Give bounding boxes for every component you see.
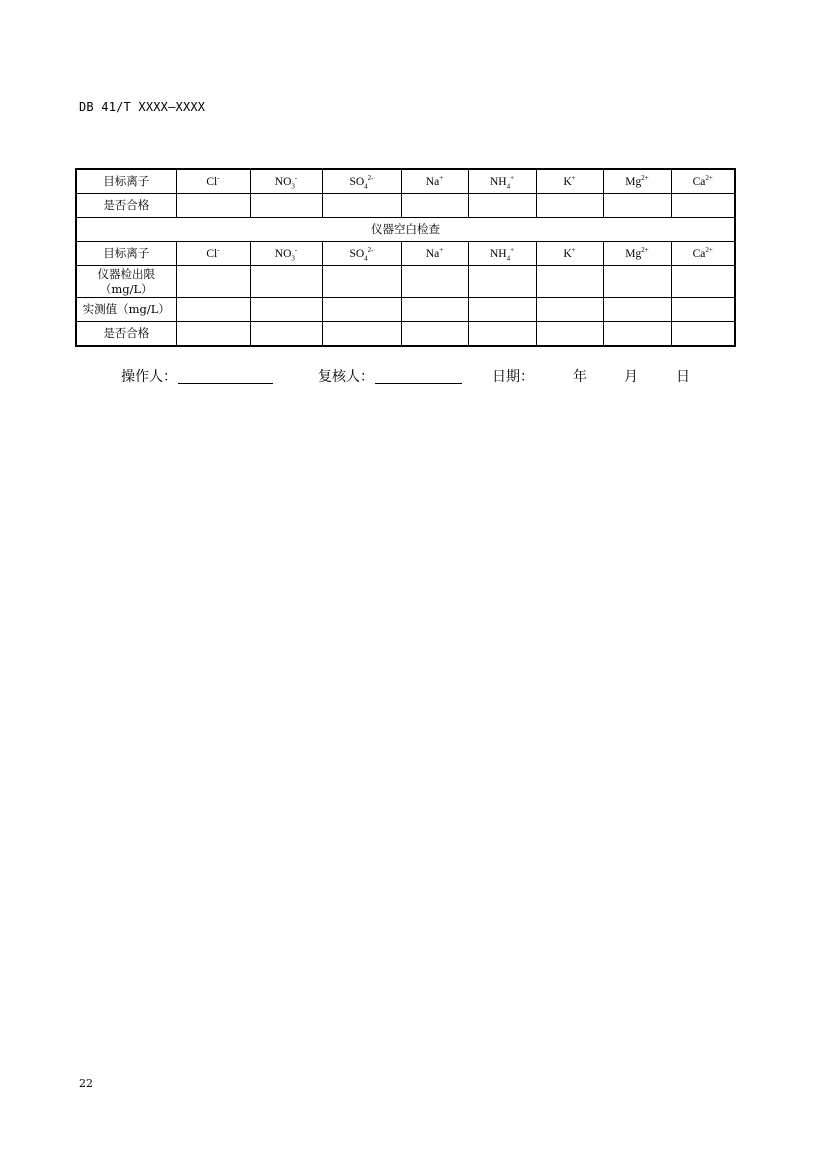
blank-cell[interactable] — [176, 266, 250, 298]
ion-label — [625, 245, 649, 260]
ion-label — [489, 173, 515, 191]
page-number: 22 — [79, 1077, 93, 1090]
ion-header-cell — [603, 242, 671, 266]
ion-header-cell — [176, 169, 250, 194]
blank-cell[interactable] — [322, 298, 401, 322]
table-row — [76, 298, 735, 322]
ion-base: Ca — [692, 175, 706, 188]
ion-charge: + — [439, 173, 444, 182]
ion-charge: + — [439, 245, 444, 254]
ion-base: K — [563, 247, 572, 260]
ion-header-cell — [322, 169, 401, 194]
ion-charge: 2- — [367, 245, 374, 254]
reviewer-label: 复核人： — [318, 369, 374, 385]
ion-label — [625, 173, 649, 188]
ion-subscript: 4 — [506, 182, 511, 191]
ion-charge: + — [510, 245, 515, 254]
ion-header-cell — [603, 169, 671, 194]
blank-cell[interactable] — [176, 298, 250, 322]
blank-cell[interactable] — [401, 298, 468, 322]
blank-cell[interactable] — [322, 266, 401, 298]
blank-cell[interactable] — [176, 322, 250, 347]
blank-cell[interactable] — [603, 194, 671, 218]
ion-header-cell — [671, 242, 735, 266]
blank-cell[interactable] — [176, 194, 250, 218]
ion-charge: + — [571, 173, 576, 182]
ion-base: SO — [349, 175, 365, 188]
table-row — [76, 242, 735, 266]
blank-cell[interactable] — [250, 266, 322, 298]
ion-base: Cl — [206, 247, 218, 260]
ion-base: K — [563, 175, 572, 188]
ion-subscript: 4 — [364, 182, 368, 191]
month-label: 月 — [624, 369, 638, 385]
ion-label — [425, 245, 444, 260]
ion-base: NO — [274, 247, 292, 260]
ion-label — [206, 173, 220, 188]
ion-header-cell — [468, 242, 536, 266]
blank-cell[interactable] — [401, 322, 468, 347]
ion-base: Ca — [692, 247, 706, 260]
date-label: 日期： — [492, 369, 534, 385]
ion-header-cell — [322, 242, 401, 266]
reviewer-signature-line[interactable] — [375, 383, 462, 384]
ion-subscript: 3 — [291, 254, 295, 263]
ion-base: Na — [425, 247, 440, 260]
document-code: DB 41/T XXXX—XXXX — [79, 100, 206, 114]
signature-row — [0, 366, 826, 388]
day-label: 日 — [676, 369, 690, 385]
blank-cell[interactable] — [468, 266, 536, 298]
ion-base: NO — [274, 175, 292, 188]
table-row — [76, 218, 735, 242]
ion-subscript: 4 — [364, 254, 368, 263]
ion-label — [274, 245, 298, 263]
ion-header-cell — [401, 169, 468, 194]
ion-header-cell — [671, 169, 735, 194]
blank-cell[interactable] — [401, 266, 468, 298]
blank-cell[interactable] — [468, 194, 536, 218]
ion-header-cell — [536, 242, 603, 266]
ion-base: Cl — [206, 175, 218, 188]
ion-header-cell — [468, 169, 536, 194]
blank-cell[interactable] — [536, 194, 603, 218]
ion-charge: 2- — [367, 173, 374, 182]
detection-limit-unit: （mg/L） — [99, 281, 153, 296]
blank-cell[interactable] — [536, 322, 603, 347]
ion-label — [563, 173, 576, 188]
blank-cell[interactable] — [468, 298, 536, 322]
ion-label — [692, 173, 713, 188]
blank-cell[interactable] — [401, 194, 468, 218]
blank-cell[interactable] — [603, 298, 671, 322]
table-row — [76, 194, 735, 218]
ion-charge: 2+ — [705, 245, 713, 254]
detection-limit-label: 仪器检出限 — [97, 267, 155, 282]
blank-cell[interactable] — [536, 266, 603, 298]
row-header-target-ion: 目标离子 — [76, 242, 176, 266]
blank-cell[interactable] — [250, 322, 322, 347]
row-header-detection-limit — [76, 266, 176, 298]
year-label: 年 — [573, 369, 587, 385]
ion-charge: 2+ — [641, 173, 649, 182]
table-row — [76, 169, 735, 194]
blank-cell[interactable] — [603, 266, 671, 298]
section-title: 仪器空白检查 — [76, 218, 735, 242]
ion-base: NH — [489, 247, 507, 260]
ion-charge: - — [217, 173, 220, 182]
ion-base: Mg — [625, 247, 642, 260]
ion-header-cell — [250, 169, 322, 194]
ion-subscript: 4 — [506, 254, 511, 263]
blank-cell[interactable] — [536, 298, 603, 322]
table-row — [76, 266, 735, 298]
blank-cell[interactable] — [671, 322, 735, 347]
ion-check-table — [75, 168, 736, 347]
ion-base: Na — [425, 175, 440, 188]
operator-signature-line[interactable] — [178, 383, 273, 384]
ion-label — [489, 245, 515, 263]
ion-base: Mg — [625, 175, 642, 188]
blank-cell[interactable] — [250, 298, 322, 322]
ion-charge: 2+ — [705, 173, 713, 182]
ion-label — [692, 245, 713, 260]
operator-label: 操作人： — [121, 369, 177, 385]
blank-cell[interactable] — [671, 266, 735, 298]
ion-subscript: 3 — [291, 182, 295, 191]
ion-charge: + — [510, 173, 515, 182]
blank-cell[interactable] — [322, 322, 401, 347]
blank-cell[interactable] — [671, 194, 735, 218]
row-header-pass: 是否合格 — [76, 322, 176, 347]
ion-label — [349, 245, 374, 263]
ion-charge: - — [217, 245, 220, 254]
ion-label — [206, 245, 220, 260]
ion-base: NH — [489, 175, 507, 188]
blank-cell[interactable] — [250, 194, 322, 218]
row-header-pass: 是否合格 — [76, 194, 176, 218]
ion-header-cell — [176, 242, 250, 266]
ion-charge: - — [294, 173, 298, 182]
ion-header-cell — [401, 242, 468, 266]
ion-header-cell — [250, 242, 322, 266]
ion-label — [563, 245, 576, 260]
row-header-measured: 实测值（mg/L） — [76, 298, 176, 322]
ion-base: SO — [349, 247, 365, 260]
ion-charge: - — [294, 245, 298, 254]
blank-cell[interactable] — [603, 322, 671, 347]
blank-cell[interactable] — [322, 194, 401, 218]
ion-charge: 2+ — [641, 245, 649, 254]
ion-header-cell — [536, 169, 603, 194]
row-header-target-ion: 目标离子 — [76, 169, 176, 194]
ion-label — [274, 173, 298, 191]
table-row — [76, 322, 735, 347]
ion-charge: + — [571, 245, 576, 254]
blank-cell[interactable] — [468, 322, 536, 347]
ion-label — [425, 173, 444, 188]
blank-cell[interactable] — [671, 298, 735, 322]
ion-label — [349, 173, 374, 191]
